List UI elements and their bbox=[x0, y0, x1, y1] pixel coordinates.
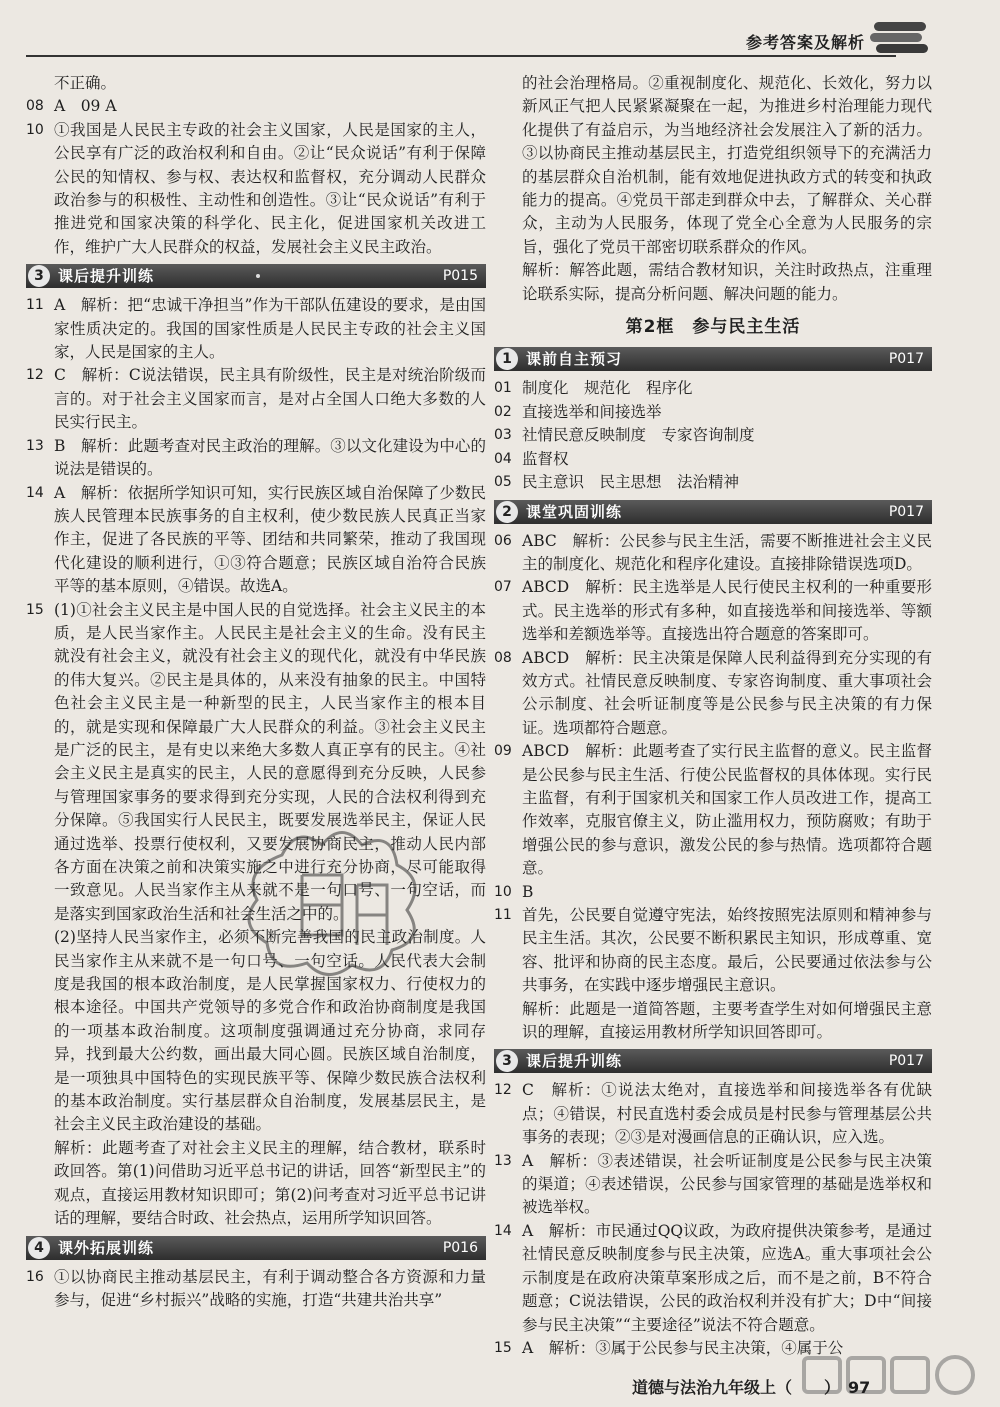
section-bar-title: 课堂巩固训练 bbox=[526, 502, 623, 521]
section-bar-page: P015 bbox=[442, 268, 478, 285]
answer-item bbox=[494, 998, 932, 1045]
header-rule bbox=[26, 55, 896, 57]
right-column bbox=[494, 72, 932, 1360]
answer-text: A 解析：依据所学知识可知，实行民族区域自治保障了少数民族人民管理本民族事务的自主权利，使少数民族人民真正当家作主，促进了各民族的平等、团结和共同繁荣，推动了我国现代化建设的顺利进行，①③符合题意；民族区域自治符合民族平等的基本原则，④错误。故选A。 bbox=[54, 483, 486, 596]
answer-number bbox=[26, 1137, 54, 1231]
answer-item bbox=[494, 72, 932, 259]
answer-item bbox=[26, 435, 486, 482]
answer-text: 直接选举和间接选举 bbox=[522, 402, 662, 421]
section-bar-consolidate bbox=[494, 500, 932, 524]
answer-item bbox=[494, 1079, 932, 1149]
answer-text: B bbox=[522, 882, 534, 901]
answer-number: 12 bbox=[494, 1082, 512, 1099]
section-bar-extension bbox=[26, 1236, 486, 1260]
answer-number: 13 bbox=[494, 1152, 512, 1169]
footer-book-title: 道德与法治九年级上（ ） 97 bbox=[632, 1378, 871, 1397]
answer-number: 16 bbox=[26, 1268, 44, 1285]
answer-number: 12 bbox=[26, 367, 44, 384]
section-bar-page: P016 bbox=[442, 1239, 478, 1256]
section-bar-title: 课外拓展训练 bbox=[58, 1238, 155, 1257]
section-bar-page: P017 bbox=[888, 1053, 924, 1070]
answer-item bbox=[494, 471, 932, 494]
right-top-list bbox=[494, 72, 932, 306]
section-bar-page: P017 bbox=[888, 503, 924, 520]
section-bar-after-class-left bbox=[26, 264, 486, 288]
bar-dot-icon bbox=[256, 274, 260, 278]
answer-text: A 解析：③属于公民参与民主决策，④属于公 bbox=[522, 1338, 844, 1357]
answer-number: 14 bbox=[494, 1222, 512, 1239]
answer-number: 15 bbox=[26, 601, 44, 618]
answer-text: (1)①社会主义民主是中国人民的自觉选择。社会主义民主的本质，是人民当家作主。人民民主是社会主义的生命。没有民主就没有社会主义，就没有社会主义的现代化，就没有中华民族的伟大复兴。②民主是具体的，从来没有抽象的民主。中国特色社会主义民主是一种新型的民主，人民当家作主的根本目的，就是实现和保障最广大人民群众的利益。③社会主义民主是广泛的民主，是有史以来绝大多数人真正享有的民主。④社会主义民主是真实的民主，人民的意愿得到充分反映，人民参与管理国家事务的要求得到充分实现，人民的合法权利得到充分保障。⑤我国实行人民民主，既要发展选举民主，保证人民通过选举、投票行使权利，又要发展协商民主，推动人民内部各方面在决策之前和决策实施之中进行充分协商，尽可能取得一致意见。人民当家作主从来就不是一句口号、一句空话，而是落实到国家政治生活和社会生活之中的。 bbox=[54, 600, 486, 923]
preview-list bbox=[494, 377, 932, 494]
answer-item bbox=[494, 1150, 932, 1220]
answer-item bbox=[494, 377, 932, 400]
answer-item bbox=[494, 881, 932, 904]
answer-text: ABCD 解析：民主决策是保障人民利益得到充分实现的有效方式。社情民意反映制度、专家咨询制度、重大事项社会公示制度、社会听证制度等是公民参与民主决策的有力保证。选项都符合题意。 bbox=[522, 648, 932, 737]
answer-number: 04 bbox=[494, 450, 512, 467]
answer-item bbox=[26, 482, 486, 599]
answer-item bbox=[494, 530, 932, 577]
section-number-badge: 3 bbox=[496, 1050, 518, 1072]
answer-number: 15 bbox=[494, 1339, 512, 1356]
section-number-badge: 3 bbox=[28, 265, 50, 287]
answer-item bbox=[26, 119, 486, 259]
section-number-badge: 1 bbox=[496, 348, 518, 370]
answer-item bbox=[26, 1137, 486, 1231]
answer-number: 14 bbox=[26, 484, 44, 501]
answer-text: 监督权 bbox=[522, 449, 569, 468]
answer-text: ABCD 解析：此题考查了实行民主监督的意义。民主监督是公民参与民主生活、行使公民监督权的具体体现。实行民主监督，有利于国家机关和国家工作人员改进工作，提高工作效率，克服官僚主义，防止滥用权力，预防腐败；有助于增强公民的参与意识，激发公民的参与热情。选项都符合题意。 bbox=[522, 742, 932, 878]
answer-item bbox=[494, 401, 932, 424]
answer-item bbox=[26, 364, 486, 434]
answer-number: 08 bbox=[494, 649, 512, 666]
answer-item bbox=[494, 740, 932, 880]
answer-item bbox=[26, 95, 486, 118]
answer-text: A 解析：市民通过QQ议政，为政府提供决策参考，是通过社情民意反映制度参与民主决策，应选A。重大事项社会公示制度是在政府决策草案形成之后，而不是之前，B不符合题意；C说法错误，公民的政治权利并没有扩大；D中“间接参与民主决策”“主要途径”说法不符合题意。 bbox=[522, 1221, 932, 1334]
answer-number: 09 bbox=[494, 743, 512, 760]
answer-text: 首先，公民要自觉遵守宪法，始终按照宪法原则和精神参与民主生活。其次，公民要不断积累民主知识，形成尊重、宽容、批评和协商的民主态度。最后，公民要通过依法参与公共事务，在实践中逐步增强民主意识。 bbox=[522, 906, 932, 995]
answer-text: C 解析：①说法太绝对，直接选举和间接选举各有优缺点；④错误，村民直选村委会成员是村民参与管理基层公共事务的表现；②③是对漫画信息的正确认识，应入选。 bbox=[522, 1081, 932, 1147]
answer-text: 制度化 规范化 程序化 bbox=[522, 379, 693, 398]
answer-number bbox=[494, 259, 522, 306]
answer-text: A 解析：把“忠诚干净担当”作为干部队伍建设的要求，是由国家性质决定的。我国的国家性质是人民民主专政的社会主义国家，人民是国家的主人。 bbox=[54, 296, 486, 362]
answer-number: 10 bbox=[26, 121, 44, 138]
left-bottom-list bbox=[26, 1266, 486, 1313]
answer-text: C 解析：C说法错误，民主具有阶级性，民主是对统治阶级而言的。对于社会主义国家而言，是对占全国人口绝大多数的人民实行民主。 bbox=[54, 366, 486, 432]
answer-text: 解析：此题考查了对社会主义民主的理解，结合教材，联系时政回答。第(1)问借助习近平总书记的讲话，回答“新型民主”的观点，直接运用教材知识即可；第(2)问考查对习近平总书记讲话的理解，要结合时政、社会热点，运用所学知识回答。 bbox=[54, 1138, 486, 1228]
answer-item bbox=[26, 294, 486, 364]
answer-item bbox=[494, 576, 932, 646]
answer-text: ABC 解析：公民参与民主生活，需要不断推进社会主义民主的制度化、规范化和程序化建设。直接排除错误选项D。 bbox=[522, 531, 932, 573]
answer-number: 11 bbox=[26, 297, 44, 314]
answer-number: 11 bbox=[494, 907, 512, 923]
answer-number: 10 bbox=[494, 883, 512, 900]
section-bar-page: P017 bbox=[888, 351, 924, 368]
answer-text: 解析：解答此题，需结合教材知识，关注时政热点，注重理论联系实际，提高分析问题、解决问题的能力。 bbox=[522, 261, 932, 303]
answer-number: 08 bbox=[26, 98, 44, 115]
answer-number bbox=[494, 998, 522, 1045]
section-number-badge: 2 bbox=[496, 501, 518, 523]
answer-text: 不正确。 bbox=[54, 74, 117, 92]
answer-number bbox=[26, 72, 54, 95]
answer-text: 民主意识 民主思想 法治精神 bbox=[522, 473, 740, 492]
answer-text: ①我国是人民民主专政的社会主义国家，人民是国家的主人，公民享有广泛的政治权利和自由。②让“民众说话”有利于保障公民的知情权、参与权、表达权和监督权，充分调动人民群众政治参与的积极性、主动性和创造性。③让“民众说话”有利于推进党和国家决策的科学化、民主化，促进国家机关改进工作，维护广大人民群众的权益，发展社会主义民主政治。 bbox=[54, 120, 486, 256]
section-number-badge: 4 bbox=[28, 1237, 50, 1259]
answer-number: 05 bbox=[494, 474, 512, 491]
section-bar-title: 课后提升训练 bbox=[58, 267, 155, 286]
answer-number: 13 bbox=[26, 437, 44, 454]
after-class-list bbox=[494, 1079, 932, 1360]
answer-text: 解析：此题是一道简答题，主要考查学生对如何增强民主意识的理解，直接运用教材所学知识回答即可。 bbox=[522, 999, 932, 1042]
answer-item bbox=[494, 448, 932, 471]
answer-text: A 解析：③表述错误，社会听证制度是公民参与民主决策的渠道；④表述错误，公民参与国家管理的基础是选举权和被选举权。 bbox=[522, 1151, 932, 1217]
left-column bbox=[26, 72, 486, 1312]
book-stack-icon bbox=[870, 18, 928, 58]
answer-item bbox=[494, 647, 932, 741]
section-bar-title: 课前自主预习 bbox=[526, 350, 623, 369]
consolidate-list bbox=[494, 530, 932, 1045]
answer-item bbox=[494, 424, 932, 447]
answer-item bbox=[26, 72, 486, 95]
answer-number: 01 bbox=[494, 380, 512, 397]
answer-number: 06 bbox=[494, 532, 512, 549]
flower-stamp-icon bbox=[222, 815, 442, 985]
section-bar-preview bbox=[494, 347, 932, 371]
answer-number: 03 bbox=[494, 427, 512, 444]
answer-text: A 09 A bbox=[54, 97, 117, 116]
answer-text: B 解析：此题考查对民主政治的理解。③以文化建设为中心的说法是错误的。 bbox=[54, 436, 486, 479]
answer-text: 的社会治理格局。②重视制度化、规范化、长效化，努力以新风正气把人民紧紧凝聚在一起，为推进乡村治理能力现代化提供了有益启示，为当地经济社会发展注入了新的活力。③以协商民主推动基层民主，打造党组织领导下的充满活力的基层群众自治机制，能有效地促进执政方式的转变和执政能力的提高。④党员干部走到群众中去，了解群众、关心群众，主动为人民服务，体现了党全心全意为人民服务的宗旨，强化了党员干部密切联系群众的作风。 bbox=[522, 74, 932, 256]
section-title: 第2框 参与民主生活 bbox=[625, 317, 801, 338]
answer-item bbox=[494, 904, 932, 998]
answer-text: ABCD 解析：民主选举是人民行使民主权利的一种重要形式。民主选举的形式有多种，如直接选举和间接选举、等额选举和差额选举等。直接选出符合题意的答案即可。 bbox=[522, 578, 932, 644]
answer-item bbox=[26, 1266, 486, 1313]
header-title: 参考答案及解析 bbox=[745, 33, 865, 52]
section-bar-title: 课后提升训练 bbox=[526, 1052, 623, 1071]
left-mid-list bbox=[26, 294, 486, 1230]
answer-item bbox=[494, 259, 932, 306]
answer-number: 02 bbox=[494, 403, 512, 420]
answer-number bbox=[494, 72, 522, 259]
answer-number: 07 bbox=[494, 579, 512, 596]
answer-text: (2)坚持人民当家作主，必须不断完善我国的民主政治制度。人民当家作主从来就不是一句口号、一句空话。人民代表大会制度是我国的根本政治制度，是人民掌握国家权力、行使权力的根本途径。中国共产党领导的多党合作和政治协商制度是我国的一项基本政治制度。这项制度强调通过充分协商，求同存异，找到最大公约数，画出最大同心圆。民族区域自治制度，是一项独具中国特色的实现民族平等、保障少数民族合法权利的基本政治制度。实行基层群众自治制度，发展基层民主，是社会主义民主政治建设的基础。 bbox=[54, 928, 486, 1134]
answer-number bbox=[26, 926, 54, 1137]
section-bar-after-class-right bbox=[494, 1049, 932, 1073]
answer-item bbox=[494, 1220, 932, 1337]
answer-text: ①以协商民主推动基层民主，有利于调动整合各方资源和力量参与，促进“乡村振兴”战略的实施，打造“共建共治共享” bbox=[54, 1267, 486, 1309]
answer-text: 社情民意反映制度 专家咨询制度 bbox=[522, 426, 755, 445]
left-top-list bbox=[26, 72, 486, 259]
